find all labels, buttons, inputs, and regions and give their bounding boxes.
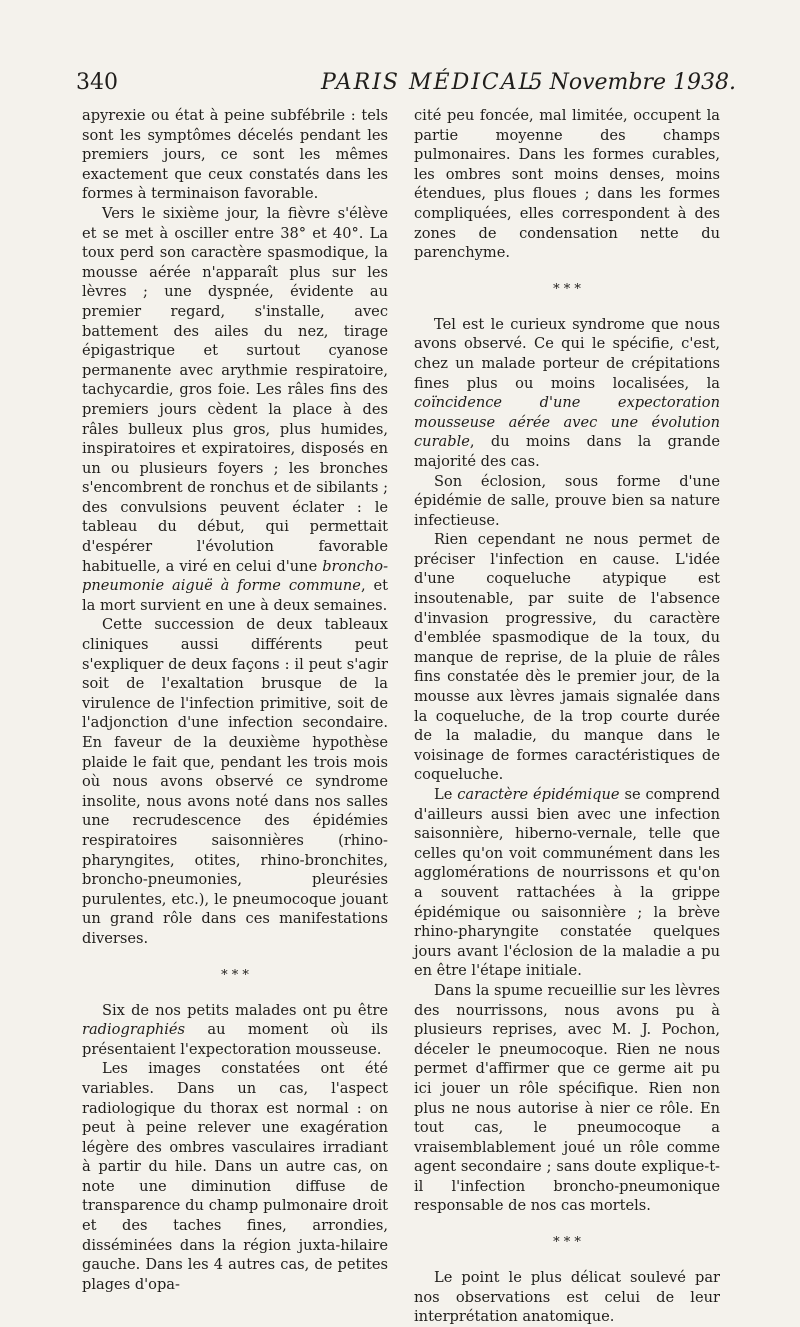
section-asterism: * * * — [553, 281, 581, 297]
paragraph: Le caractère épidémique se comprend d'ailleurs aussi bien avec une infection saisonnière, hiberno-vernale, telle que celles qu'on voit communément dans les agglomérations de nourrissons et qu'on a souvent rattachées à la grippe épidémique ou saisonnière ; la brève rhino-pharyngite constatée quelques jours avant l'éclosion de la maladie a pu en être l'étape initiale. — [414, 786, 720, 980]
right-column — [414, 106, 720, 1327]
paragraph: apyrexie ou état à peine subfébrile : tels sont les symptômes décelés pendant les premiers jours, ce sont les mêmes exactement que ceux constatés dans les formes à terminaison favorable. — [82, 107, 388, 203]
paragraph: Six de nos petits malades ont pu être radiographiés au moment où ils présentaient l'expectoration mousseuse. — [82, 1001, 388, 1058]
issue-date: 5 Novembre 1938. — [528, 70, 736, 95]
paragraph: cité peu foncée, mal limitée, occupent la partie moyenne des champs pulmonaires. Dans les formes curables, les ombres sont moins denses, moins étendues, plus floues ; dans les formes compliquées, elles correspondent à des zones de condensation nette du parenchyme. — [414, 107, 720, 262]
left-column — [82, 106, 388, 1294]
section-asterism: * * * — [221, 967, 249, 983]
paragraph: Dans la spume recueillie sur les lèvres des nourrissons, nous avons pu à plusieurs reprises, avec M. J. Pochon, déceler le pneumocoque. Rien ne nous permet d'affirmer que ce germe ait pu ici jouer un rôle spécifique. Rien non plus ne nous autorise à nier ce rôle. En tout cas, le pneumocoque a vraisemblablement joué un rôle comme agent secondaire ; sans doute explique-t-il l'infection broncho-pneumonique responsable de nos cas mortels. — [414, 981, 720, 1215]
paragraph: Tel est le curieux syndrome que nous avons observé. Ce qui le spécifie, c'est, chez un malade porteur de crépitations fines plus ou moins localisées, la coïncidence d'une expectoration mousseuse aérée avec une évolution curable, du moins dans la grande majorité des cas. — [414, 315, 720, 470]
paragraph: Vers le sixième jour, la fièvre s'élève et se met à osciller entre 38° et 40°. La toux perd son caractère spasmodique, la mousse aérée n'apparaît plus sur les lèvres ; une dyspnée, évidente au premier regard, s'installe, avec battement des ailes du nez, tirage épigastrique et surtout cyanose permanente avec arythmie respiratoire, tachycardie, gros foie. Les râles fins des premiers jours cèdent la place à des râles bulleux plus gros, plus humides, inspiratoires et expiratoires, disposés en un ou plusieurs foyers ; les bronches s'encombrent de ronchus et de sibilants ; des convulsions peuvent éclater : le tableau du début, qui permettait d'espérer l'évolution favorable habituelle, a viré en celui d'une broncho-pneumonie aiguë à forme commune, et la mort survient en une à deux semaines. — [82, 204, 388, 614]
section-asterism: * * * — [553, 1235, 581, 1251]
paragraph: Rien cependant ne nous permet de préciser l'infection en cause. L'idée d'une coqueluche atypique est insoutenable, par suite de l'absence d'invasion progressive, du caractère d'emblée spasmodique de la toux, du manque de reprise, de la pluie de râles fins constatée dès le premier jour, de la mousse aux lèvres jamais signalée dans la coqueluche, de la trop courte durée de la maladie, du manque dans le voisinage de formes caractéristiques de coqueluche. — [414, 531, 720, 784]
page-number: 340 — [76, 70, 118, 95]
page-header — [76, 70, 736, 102]
paragraph: Son éclosion, sous forme d'une épidémie de salle, prouve bien sa nature infectieuse. — [414, 472, 720, 529]
paragraph: Le point le plus délicat soulevé par nos observations est celui de leur interprétation anatomique. — [414, 1269, 720, 1326]
journal-title: PARIS MÉDICAL — [321, 70, 536, 95]
paragraph: Les images constatées ont été variables. Dans un cas, l'aspect radiologique du thorax est normal : on peut à peine relever une exagération légère des ombres vasculaires irradiant à partir du hile. Dans un autre cas, on note une diminution diffuse de transparence du champ pulmonaire droit et des taches fines, arrondies, disséminées dans la région juxta-hilaire gauche. Dans les 4 autres cas, de petites plages d'opa- — [82, 1060, 388, 1293]
paragraph: Cette succession de deux tableaux cliniques aussi différents peut s'expliquer de deux façons : il peut s'agir soit de l'exaltation brusque de la virulence de l'infection primitive, soit de l'adjonction d'une infection secondaire. En faveur de la deuxième hypothèse plaide le fait que, pendant les trois mois où nous avons observé ce syndrome insolite, nous avons noté dans nos salles une recrudescence des épidémies respiratoires saisonnières (rhino-pharyngites, otites, rhino-bronchites, broncho-pneumonies, pleurésies purulentes, etc.), le pneumocoque jouant un grand rôle dans ces manifestations diverses. — [82, 616, 388, 947]
